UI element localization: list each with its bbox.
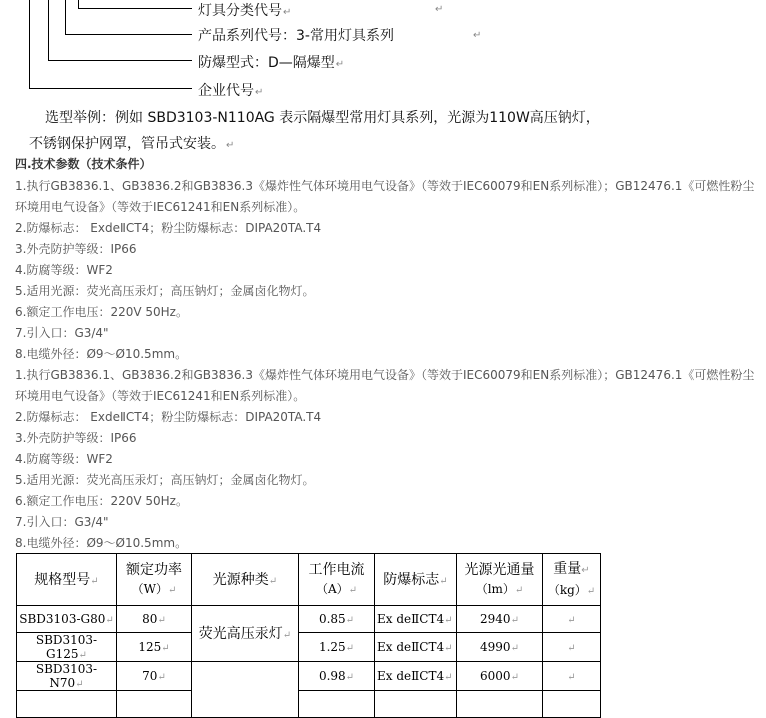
list-item: 4.防腐等级：WF2 <box>15 263 113 277</box>
cell-weight: ↵ <box>543 606 601 633</box>
table-row <box>17 606 601 633</box>
bracket-vertical-2 <box>48 0 49 60</box>
cell-source-merged: 荧光高压汞灯↵ <box>192 606 299 662</box>
header-power: 额定功率 （W）↵ <box>117 554 192 606</box>
cell-power: 80↵ <box>117 606 192 633</box>
cell-empty <box>543 691 601 718</box>
cell-model: SBD3103-G125↵ <box>17 633 117 662</box>
list-item: 7.引入口：G3/4" <box>15 515 109 529</box>
bracket-horizontal-2 <box>65 34 192 35</box>
cell-empty <box>117 691 192 718</box>
list-item: 1.执行GB3836.1、GB3836.2和GB3836.3《爆炸性气体环境用电气设备》（等效于IEC60079和EN系列标准）；GB12476.1《可燃性粉尘 <box>15 368 755 382</box>
diagram-label-series: 产品系列代号：3-常用灯具系列 <box>198 28 394 44</box>
paragraph-mark: ↵ <box>435 4 444 15</box>
cell-source-empty <box>192 662 299 718</box>
list-item: 8.电缆外径：Ø9～Ø10.5mm。 <box>15 536 188 550</box>
cell-power: 125↵ <box>117 633 192 662</box>
list-item: 4.防腐等级：WF2 <box>15 452 113 466</box>
cell-current: 0.98↵ <box>299 662 375 691</box>
list-item: 6.额定工作电压：220V 50Hz。 <box>15 494 188 508</box>
cell-weight: ↵ <box>543 633 601 662</box>
list-item: 5.适用光源：荧光高压汞灯；高压钠灯；金属卤化物灯。 <box>15 284 315 298</box>
cell-weight: ↵ <box>543 662 601 691</box>
diagram-label-classification: 灯具分类代号↵ <box>198 3 292 19</box>
spec-table <box>16 553 601 718</box>
header-source: 光源种类↵ <box>192 554 299 606</box>
list-item: 环境用电气设备》（等效于IEC61241和EN系列标准）。 <box>15 200 306 214</box>
section-title: 四.技术参数（技术条件） <box>15 157 152 171</box>
bracket-vertical-3 <box>65 0 66 34</box>
list-item: 5.适用光源：荧光高压汞灯；高压钠灯；金属卤化物灯。 <box>15 473 315 487</box>
list-item: 环境用电气设备》（等效于IEC61241和EN系列标准）。 <box>15 389 306 403</box>
header-ex-mark: 防爆标志↵ <box>375 554 457 606</box>
cell-empty <box>457 691 543 718</box>
list-item: 2.防爆标志： ExdeⅡCT4；粉尘防爆标志：DIPA20TA.T4 <box>15 410 322 424</box>
cell-empty <box>17 691 117 718</box>
cell-ex: Ex deⅡCT4↵ <box>375 662 457 691</box>
bracket-vertical-1 <box>29 0 30 88</box>
table-row <box>17 662 601 691</box>
example-line-2: 不锈钢保护网罩，管吊式安装。↵ <box>29 136 235 152</box>
list-item: 6.额定工作电压：220V 50Hz。 <box>15 305 188 319</box>
cell-ex: Ex deⅡCT4↵ <box>375 606 457 633</box>
bracket-horizontal-3 <box>48 60 192 61</box>
list-item: 3.外壳防护等级：IP66 <box>15 242 137 256</box>
header-model: 规格型号↵ <box>17 554 117 606</box>
cell-ex: Ex deⅡCT4↵ <box>375 633 457 662</box>
table-row-partial <box>17 691 601 718</box>
cell-model: SBD3103-G80↵ <box>17 606 117 633</box>
cell-power: 70↵ <box>117 662 192 691</box>
list-item: 2.防爆标志： ExdeⅡCT4；粉尘防爆标志：DIPA20TA.T4 <box>15 221 322 235</box>
list-item: 8.电缆外径：Ø9～Ø10.5mm。 <box>15 347 188 361</box>
diagram-label-explosion-type: 防爆型式：D—隔爆型↵ <box>198 55 345 71</box>
example-line-1: 选型举例：例如 SBD3103-N110AG 表示隔爆型常用灯具系列，光源为110W高压钠灯， <box>45 110 600 126</box>
header-weight: 重量↵ （kg）↵ <box>543 554 601 606</box>
list-item: 7.引入口：G3/4" <box>15 326 109 340</box>
bracket-horizontal-4 <box>29 88 192 89</box>
cell-empty <box>375 691 457 718</box>
cell-flux: 2940↵ <box>457 606 543 633</box>
cell-flux: 6000↵ <box>457 662 543 691</box>
diagram-label-company: 企业代号↵ <box>198 83 264 99</box>
cell-model: SBD3103-N70↵ <box>17 662 117 691</box>
table-row <box>17 633 601 662</box>
list-item: 3.外壳防护等级：IP66 <box>15 431 137 445</box>
table-header-row <box>17 554 601 606</box>
bracket-vertical-4 <box>78 0 79 8</box>
header-current: 工作电流 （A）↵ <box>299 554 375 606</box>
list-item: 1.执行GB3836.1、GB3836.2和GB3836.3《爆炸性气体环境用电气设备》（等效于IEC60079和EN系列标准）；GB12476.1《可燃性粉尘 <box>15 179 755 193</box>
paragraph-mark: ↵ <box>473 30 482 41</box>
bracket-horizontal-1 <box>78 8 192 9</box>
cell-flux: 4990↵ <box>457 633 543 662</box>
header-flux: 光源光通量 （lm）↵ <box>457 554 543 606</box>
cell-current: 0.85↵ <box>299 606 375 633</box>
cell-empty <box>299 691 375 718</box>
cell-current: 1.25↵ <box>299 633 375 662</box>
